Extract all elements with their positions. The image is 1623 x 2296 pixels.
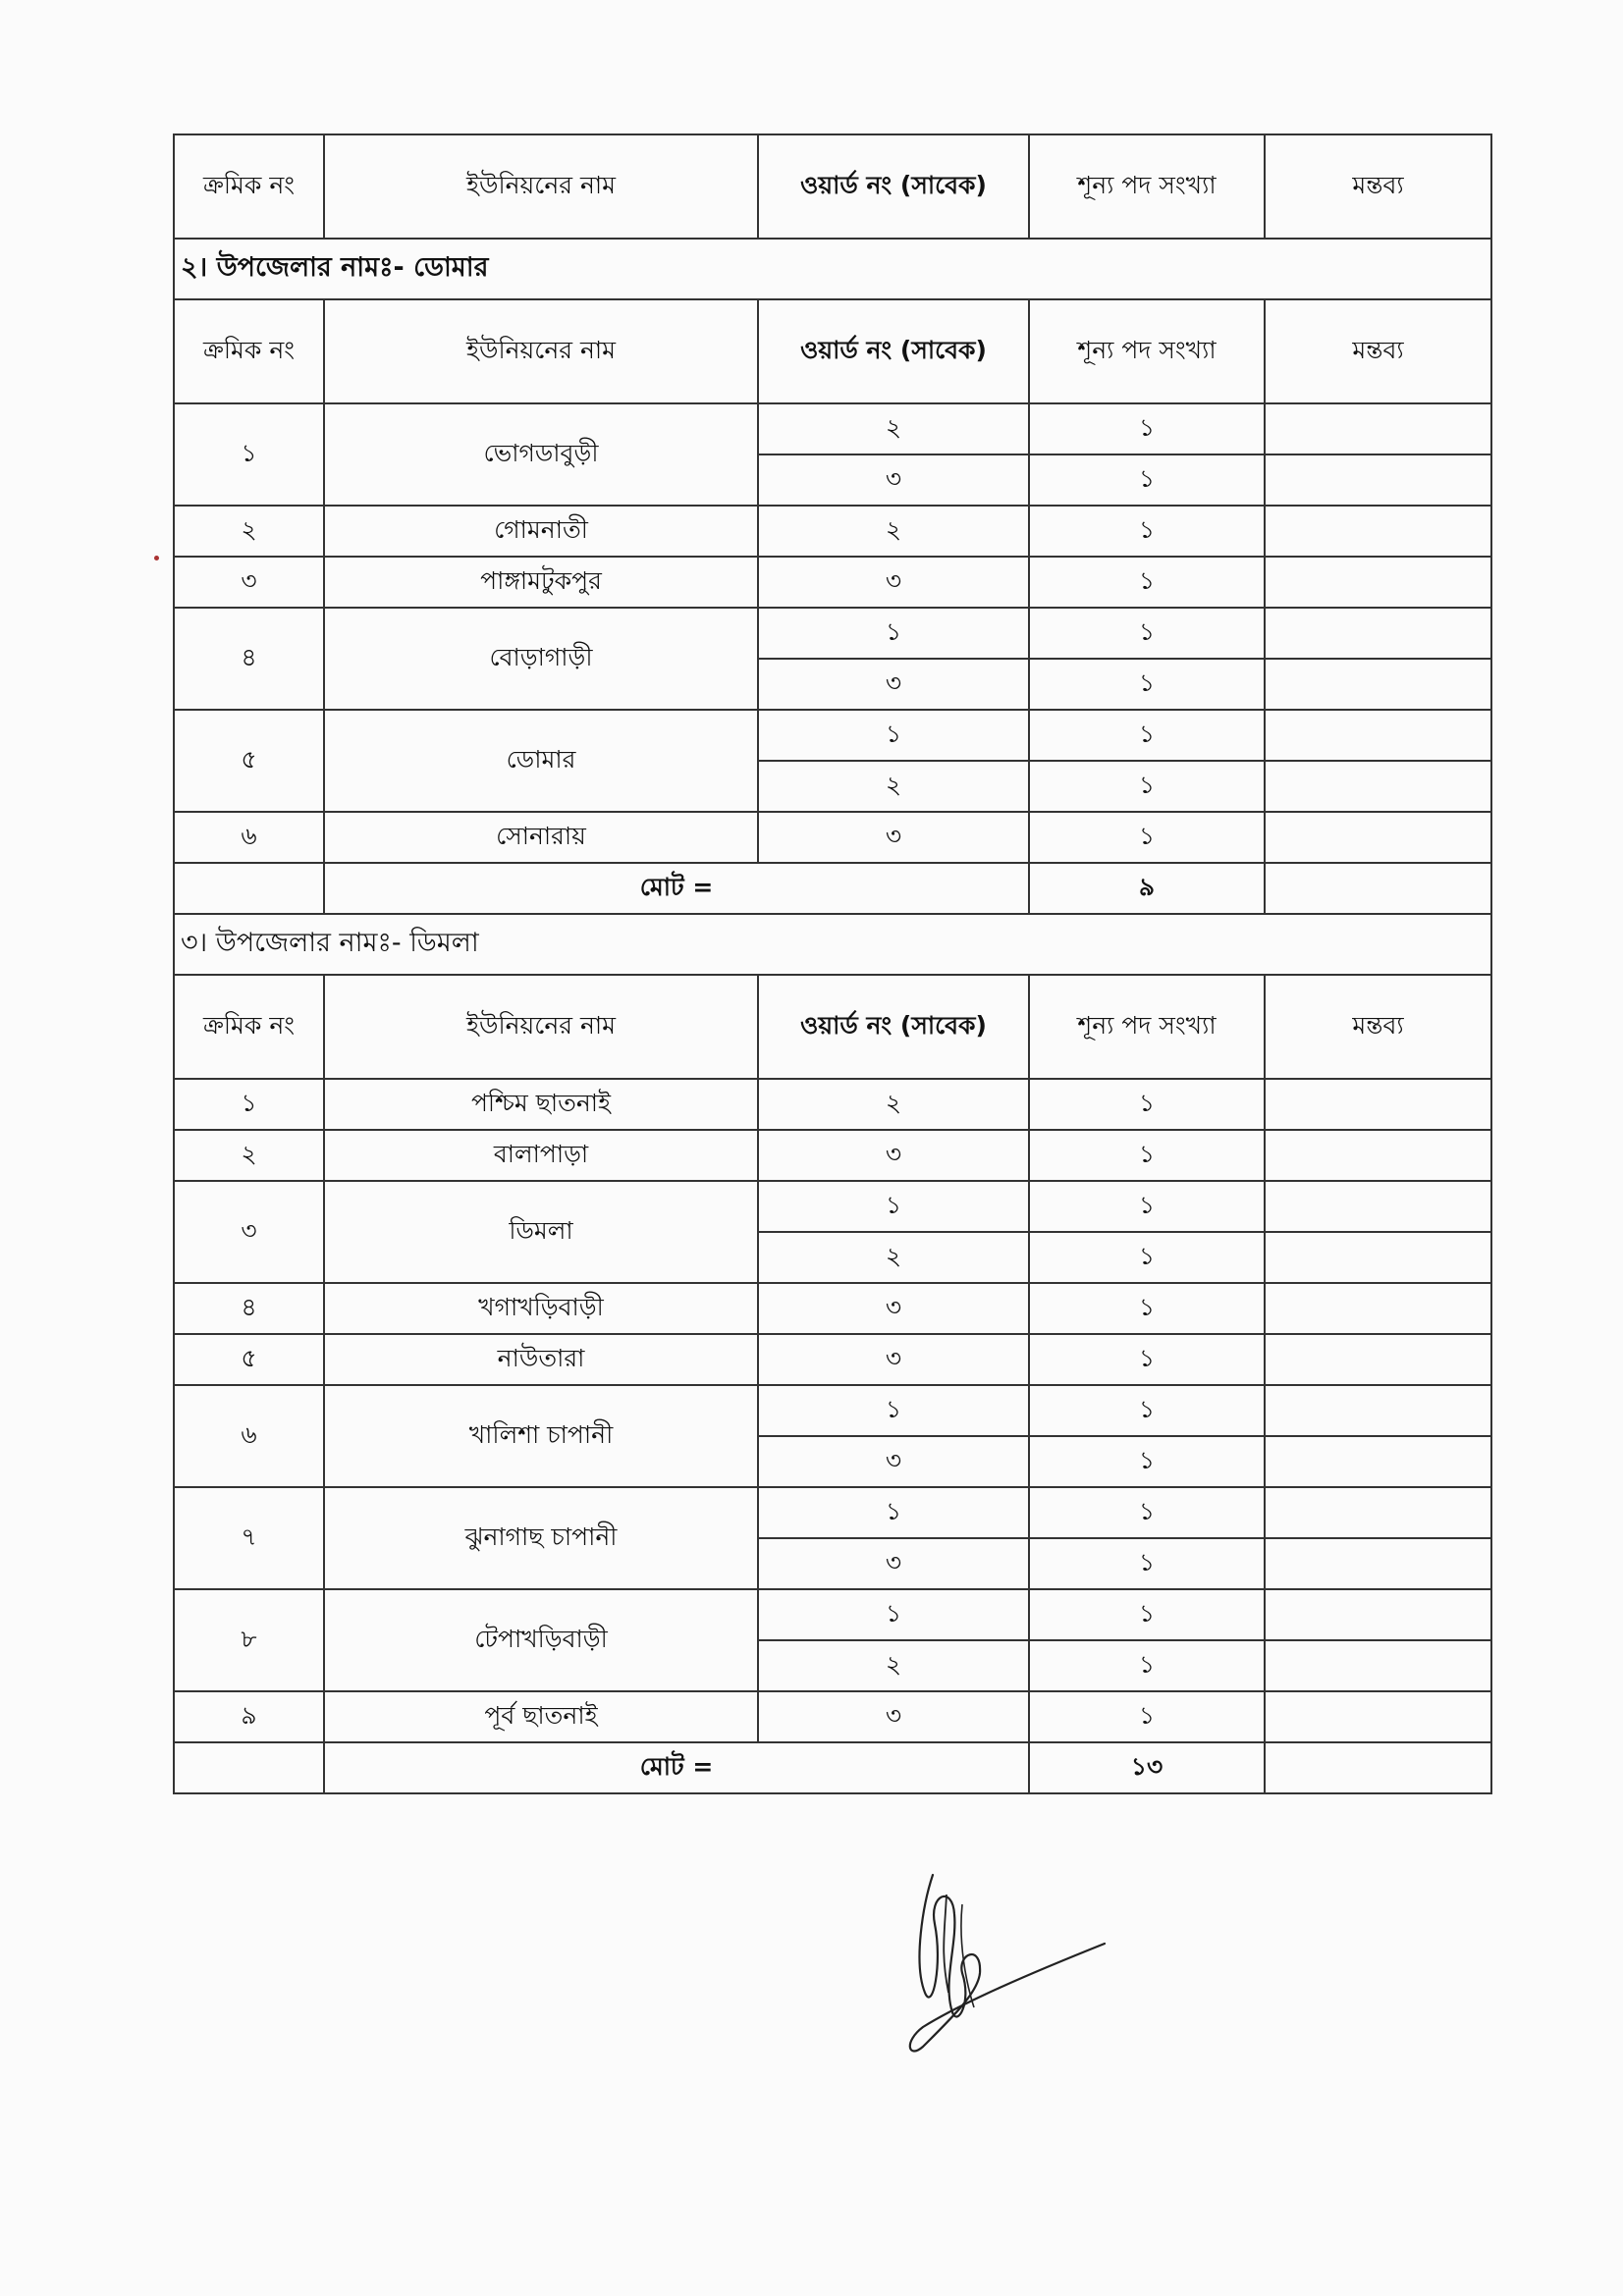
remarks-cell bbox=[1265, 1436, 1491, 1487]
serial-cell: ৬ bbox=[174, 1385, 324, 1487]
serial-cell: ১ bbox=[174, 1079, 324, 1130]
section-title-row bbox=[174, 914, 1491, 975]
ward-cell: ১ bbox=[758, 710, 1029, 761]
vacancy-cell: ১ bbox=[1029, 1436, 1265, 1487]
remarks-cell bbox=[1265, 659, 1491, 710]
vacancy-cell: ১ bbox=[1029, 1130, 1265, 1181]
ward-cell: ২ bbox=[758, 506, 1029, 557]
header-remarks: মন্তব্য bbox=[1265, 299, 1491, 403]
ward-cell: ১ bbox=[758, 1589, 1029, 1640]
header-vacancy: শূন্য পদ সংখ্যা bbox=[1029, 299, 1265, 403]
vacancy-cell: ১ bbox=[1029, 1181, 1265, 1232]
header-union-name: ইউনিয়নের নাম bbox=[324, 299, 758, 403]
serial-cell: ৩ bbox=[174, 557, 324, 608]
table-row bbox=[174, 403, 1491, 454]
remarks-cell bbox=[1265, 812, 1491, 863]
total-label: মোট = bbox=[324, 863, 1029, 914]
union-name-cell: গোমনাতী bbox=[324, 506, 758, 557]
table-row bbox=[174, 710, 1491, 761]
total-value: ১৩ bbox=[1029, 1742, 1265, 1793]
vacancy-cell: ১ bbox=[1029, 1691, 1265, 1742]
ward-cell: ২ bbox=[758, 761, 1029, 812]
ward-cell: ৩ bbox=[758, 1691, 1029, 1742]
table-row bbox=[174, 1589, 1491, 1640]
remarks-cell bbox=[1265, 1130, 1491, 1181]
table-row bbox=[174, 1130, 1491, 1181]
table-row bbox=[174, 1283, 1491, 1334]
table-row bbox=[174, 812, 1491, 863]
total-remarks-cell bbox=[1265, 863, 1491, 914]
serial-cell: ৮ bbox=[174, 1589, 324, 1691]
serial-cell: ৫ bbox=[174, 710, 324, 812]
vacancy-cell: ১ bbox=[1029, 557, 1265, 608]
total-row bbox=[174, 863, 1491, 914]
section-title: ২। উপজেলার নামঃ- ডোমার bbox=[174, 239, 1491, 299]
top-header-row bbox=[174, 134, 1491, 239]
ward-cell: ২ bbox=[758, 1232, 1029, 1283]
ward-cell: ১ bbox=[758, 1385, 1029, 1436]
table-row bbox=[174, 1079, 1491, 1130]
serial-cell: ৭ bbox=[174, 1487, 324, 1589]
remarks-cell bbox=[1265, 1334, 1491, 1385]
section-title-row bbox=[174, 239, 1491, 299]
ward-cell: ১ bbox=[758, 1487, 1029, 1538]
union-name-cell: ডিমলা bbox=[324, 1181, 758, 1283]
table-row bbox=[174, 557, 1491, 608]
header-union-name: ইউনিয়নের নাম bbox=[324, 975, 758, 1079]
ward-cell: ৩ bbox=[758, 659, 1029, 710]
ward-cell: ২ bbox=[758, 1640, 1029, 1691]
serial-cell: ৬ bbox=[174, 812, 324, 863]
section-header-row bbox=[174, 299, 1491, 403]
serial-cell: ১ bbox=[174, 403, 324, 506]
remarks-cell bbox=[1265, 1079, 1491, 1130]
vacancy-cell: ১ bbox=[1029, 454, 1265, 506]
union-name-cell: পশ্চিম ছাতনাই bbox=[324, 1079, 758, 1130]
remarks-cell bbox=[1265, 1640, 1491, 1691]
remarks-cell bbox=[1265, 1691, 1491, 1742]
table-row bbox=[174, 506, 1491, 557]
section-title: ৩। উপজেলার নামঃ- ডিমলা bbox=[174, 914, 1491, 975]
table-row bbox=[174, 1334, 1491, 1385]
union-name-cell: সোনারায় bbox=[324, 812, 758, 863]
ward-cell: ৩ bbox=[758, 1538, 1029, 1589]
table-row bbox=[174, 1487, 1491, 1538]
remarks-cell bbox=[1265, 454, 1491, 506]
ward-cell: ৩ bbox=[758, 1436, 1029, 1487]
header-serial: ক্রমিক নং bbox=[174, 134, 324, 239]
header-ward-no: ওয়ার্ড নং (সাবেক) bbox=[758, 134, 1029, 239]
vacancy-cell: ১ bbox=[1029, 1640, 1265, 1691]
remarks-cell bbox=[1265, 1538, 1491, 1589]
header-ward-no: ওয়ার্ড নং (সাবেক) bbox=[758, 975, 1029, 1079]
remarks-cell bbox=[1265, 1232, 1491, 1283]
remarks-cell bbox=[1265, 403, 1491, 454]
signature bbox=[864, 1845, 1119, 2061]
serial-cell: ২ bbox=[174, 1130, 324, 1181]
header-serial: ক্রমিক নং bbox=[174, 299, 324, 403]
vacancy-cell: ১ bbox=[1029, 659, 1265, 710]
remarks-cell bbox=[1265, 710, 1491, 761]
vacancy-cell: ১ bbox=[1029, 1487, 1265, 1538]
vacancy-cell: ১ bbox=[1029, 1334, 1265, 1385]
remarks-cell bbox=[1265, 1487, 1491, 1538]
vacancy-cell: ১ bbox=[1029, 1232, 1265, 1283]
total-blank-cell bbox=[174, 863, 324, 914]
vacancy-cell: ১ bbox=[1029, 1538, 1265, 1589]
vacancy-cell: ১ bbox=[1029, 812, 1265, 863]
union-name-cell: বালাপাড়া bbox=[324, 1130, 758, 1181]
serial-cell: ৯ bbox=[174, 1691, 324, 1742]
union-name-cell: খালিশা চাপানী bbox=[324, 1385, 758, 1487]
vacancy-table bbox=[173, 133, 1492, 1794]
table-row bbox=[174, 1691, 1491, 1742]
ward-cell: ৩ bbox=[758, 1334, 1029, 1385]
header-vacancy: শূন্য পদ সংখ্যা bbox=[1029, 975, 1265, 1079]
vacancy-cell: ১ bbox=[1029, 1079, 1265, 1130]
remarks-cell bbox=[1265, 1385, 1491, 1436]
total-label: মোট = bbox=[324, 1742, 1029, 1793]
header-serial: ক্রমিক নং bbox=[174, 975, 324, 1079]
table-row bbox=[174, 1385, 1491, 1436]
remarks-cell bbox=[1265, 1283, 1491, 1334]
ward-cell: ৩ bbox=[758, 1283, 1029, 1334]
ward-cell: ২ bbox=[758, 1079, 1029, 1130]
serial-cell: ৪ bbox=[174, 1283, 324, 1334]
header-remarks: মন্তব্য bbox=[1265, 134, 1491, 239]
vacancy-cell: ১ bbox=[1029, 1589, 1265, 1640]
header-remarks: মন্তব্য bbox=[1265, 975, 1491, 1079]
remarks-cell bbox=[1265, 557, 1491, 608]
remarks-cell bbox=[1265, 1589, 1491, 1640]
vacancy-cell: ১ bbox=[1029, 608, 1265, 659]
table-row bbox=[174, 1181, 1491, 1232]
ward-cell: ১ bbox=[758, 608, 1029, 659]
vacancy-cell: ১ bbox=[1029, 1283, 1265, 1334]
section-header-row bbox=[174, 975, 1491, 1079]
vacancy-cell: ১ bbox=[1029, 1385, 1265, 1436]
serial-cell: ৫ bbox=[174, 1334, 324, 1385]
union-name-cell: ডোমার bbox=[324, 710, 758, 812]
remarks-cell bbox=[1265, 761, 1491, 812]
table-body bbox=[174, 134, 1491, 1793]
vacancy-cell: ১ bbox=[1029, 761, 1265, 812]
vacancy-cell: ১ bbox=[1029, 506, 1265, 557]
ink-speck bbox=[154, 556, 159, 561]
vacancy-cell: ১ bbox=[1029, 403, 1265, 454]
union-name-cell: খগাখড়িবাড়ী bbox=[324, 1283, 758, 1334]
vacancy-cell: ১ bbox=[1029, 710, 1265, 761]
ward-cell: ৩ bbox=[758, 812, 1029, 863]
union-name-cell: ভোগডাবুড়ী bbox=[324, 403, 758, 506]
serial-cell: ২ bbox=[174, 506, 324, 557]
serial-cell: ৪ bbox=[174, 608, 324, 710]
total-remarks-cell bbox=[1265, 1742, 1491, 1793]
total-row bbox=[174, 1742, 1491, 1793]
union-name-cell: টেপাখড়িবাড়ী bbox=[324, 1589, 758, 1691]
ward-cell: ১ bbox=[758, 1181, 1029, 1232]
header-union-name: ইউনিয়নের নাম bbox=[324, 134, 758, 239]
ward-cell: ৩ bbox=[758, 454, 1029, 506]
union-name-cell: পূর্ব ছাতনাই bbox=[324, 1691, 758, 1742]
union-name-cell: পাঙ্গামটুকপুর bbox=[324, 557, 758, 608]
remarks-cell bbox=[1265, 506, 1491, 557]
table-row bbox=[174, 608, 1491, 659]
union-name-cell: নাউতারা bbox=[324, 1334, 758, 1385]
total-value: ৯ bbox=[1029, 863, 1265, 914]
header-vacancy: শূন্য পদ সংখ্যা bbox=[1029, 134, 1265, 239]
union-name-cell: বোড়াগাড়ী bbox=[324, 608, 758, 710]
union-name-cell: ঝুনাগাছ চাপানী bbox=[324, 1487, 758, 1589]
ward-cell: ৩ bbox=[758, 1130, 1029, 1181]
remarks-cell bbox=[1265, 608, 1491, 659]
ward-cell: ৩ bbox=[758, 557, 1029, 608]
total-blank-cell bbox=[174, 1742, 324, 1793]
ward-cell: ২ bbox=[758, 403, 1029, 454]
serial-cell: ৩ bbox=[174, 1181, 324, 1283]
remarks-cell bbox=[1265, 1181, 1491, 1232]
header-ward-no: ওয়ার্ড নং (সাবেক) bbox=[758, 299, 1029, 403]
